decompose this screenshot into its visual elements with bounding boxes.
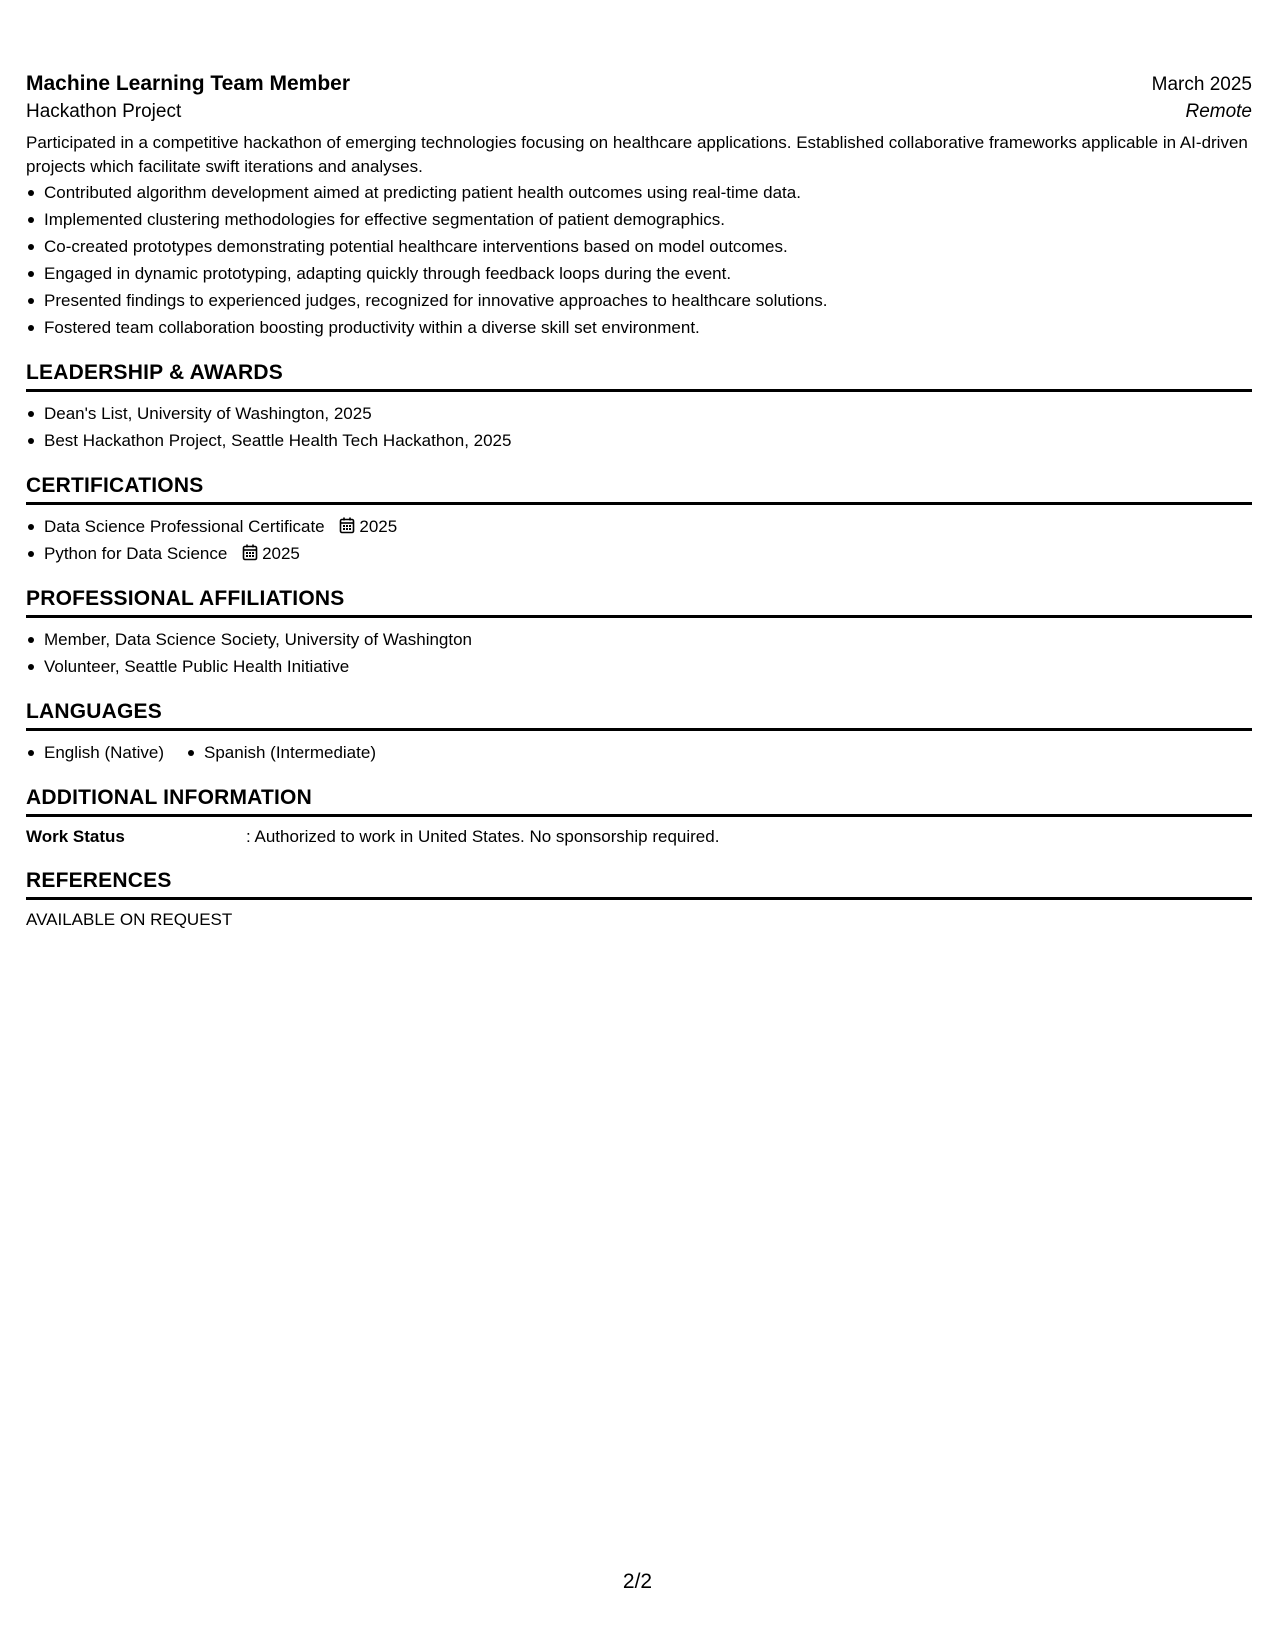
certification-year: 2025 (359, 517, 398, 536)
list-item: Contributed algorithm development aimed at predicting patient health outcomes using real-time data. (26, 179, 1252, 206)
awards-heading: LEADERSHIP & AWARDS (26, 361, 1252, 392)
languages-heading: LANGUAGES (26, 700, 1252, 731)
list-item: Dean's List, University of Washington, 2025 (26, 400, 1252, 427)
list-item: Engaged in dynamic prototyping, adapting quickly through feedback loops during the event. (26, 260, 1252, 287)
list-item: Member, Data Science Society, University of Washington (26, 626, 1252, 653)
certifications-heading: CERTIFICATIONS (26, 474, 1252, 505)
languages-list (26, 739, 1252, 766)
resume-page (26, 72, 1252, 932)
experience-entry (26, 72, 1252, 341)
page-number: 2/2 (622, 1570, 653, 1593)
list-item (26, 540, 1252, 567)
list-item: Co-created prototypes demonstrating potential healthcare interventions based on model outcomes. (26, 233, 1252, 260)
job-summary: Participated in a competitive hackathon of emerging technologies focusing on healthcare applications. Established collaborative frameworks applicable in AI-driven projects which facilitate swift iterations and analyses. (26, 133, 1248, 176)
work-status-value: : Authorized to work in United States. No sponsorship required. (246, 827, 720, 846)
work-status-label: Work Status (26, 827, 125, 846)
list-item: English (Native) (26, 739, 164, 766)
affiliations-heading: PROFESSIONAL AFFILIATIONS (26, 587, 1252, 618)
references-heading: REFERENCES (26, 869, 1252, 900)
work-status-row (26, 825, 1252, 849)
certification-name: Data Science Professional Certificate (44, 517, 325, 536)
job-date: March 2025 (1151, 74, 1252, 95)
calendar-icon (242, 544, 258, 561)
job-organization: Hackathon Project (26, 101, 182, 122)
additional-info-heading: ADDITIONAL INFORMATION (26, 786, 1252, 817)
awards-list (26, 400, 1252, 454)
job-bullets (26, 179, 1252, 341)
affiliations-list (26, 626, 1252, 680)
list-item: Best Hackathon Project, Seattle Health Tech Hackathon, 2025 (26, 427, 1252, 454)
list-item: Implemented clustering methodologies for effective segmentation of patient demographics. (26, 206, 1252, 233)
job-location: Remote (1185, 101, 1252, 122)
list-item: Spanish (Intermediate) (186, 739, 376, 766)
references-text: AVAILABLE ON REQUEST (26, 910, 233, 929)
certification-name: Python for Data Science (44, 544, 228, 563)
list-item: Presented findings to experienced judges, recognized for innovative approaches to healthcare solutions. (26, 287, 1252, 314)
certifications-list (26, 513, 1252, 567)
job-title: Machine Learning Team Member (26, 72, 351, 95)
calendar-icon (339, 517, 355, 534)
certification-year: 2025 (262, 544, 300, 563)
list-item: Fostered team collaboration boosting productivity within a diverse skill set environment. (26, 314, 1252, 341)
list-item: Volunteer, Seattle Public Health Initiative (26, 653, 1252, 680)
list-item (26, 513, 1252, 540)
